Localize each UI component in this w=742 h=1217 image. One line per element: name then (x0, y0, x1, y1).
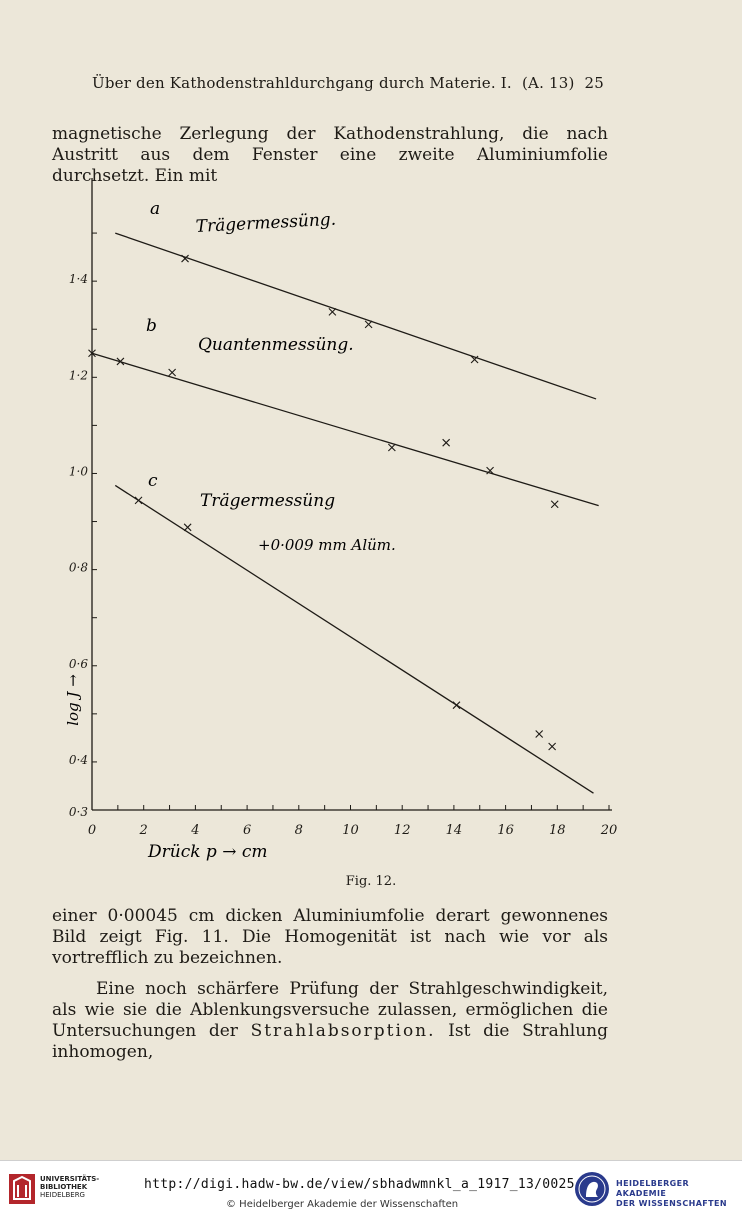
data-point-b (388, 444, 395, 451)
data-point-a (365, 321, 372, 328)
x-tick-label: 4 (191, 823, 200, 838)
y-tick-label: 1·0 (68, 464, 88, 479)
y-tick-label: 0·4 (68, 752, 88, 767)
data-point-c (135, 497, 142, 504)
y-tick-label: 1·2 (68, 368, 88, 383)
x-tick-label: 18 (549, 823, 566, 838)
university-library-name (40, 1175, 99, 1199)
data-point-c (453, 702, 460, 709)
fit-line-c (115, 485, 593, 793)
ub-line-3: HEIDELBERG (40, 1191, 85, 1199)
running-head-title: Über den Kathodenstrahldurchgang durch Materie. I. (92, 74, 512, 92)
figure-12-chart (0, 160, 742, 870)
x-tick-label: 20 (600, 823, 618, 838)
ub-line-2: BIBLIOTHEK (40, 1183, 88, 1191)
chart-axes (92, 178, 612, 810)
chart-y-tick-labels (69, 272, 88, 819)
hdaw-line-1: HEIDELBERGER AKADEMIE (616, 1179, 690, 1198)
x-tick-label: 2 (139, 823, 148, 838)
paragraph-bottom-2-end: Ist die Strahlung inhomogen, (52, 1021, 608, 1062)
paragraph-bottom-1: einer 0·00045 cm dicken Aluminiumfolie derart gewonnenes Bild zeigt Fig. 11. Die Homogenität ist nach wie vor als vortrefflich zu bezeichnen. (52, 906, 608, 968)
fit-line-a (115, 233, 596, 399)
emphasized-term: Strahlabsorption. (250, 1021, 436, 1041)
running-head-ref: (A. 13) (522, 74, 575, 92)
data-point-c (549, 743, 556, 750)
curve-b-letter: b (146, 316, 157, 336)
curve-c-sublabel: +0·009 mm Alüm. (258, 536, 396, 554)
x-tick-label: 10 (342, 823, 359, 838)
x-tick-label: 14 (445, 823, 463, 838)
x-tick-label: 8 (294, 823, 303, 838)
y-tick-label: 0·3 (68, 805, 88, 819)
y-tick-label: 1·4 (68, 272, 88, 287)
curve-b-label: Quantenmessüng. (198, 335, 354, 355)
permalink-url[interactable]: http://digi.hadw-bw.de/view/sbhadwmnkl_a_1917_13/0025 (144, 1177, 575, 1192)
university-library-logo-icon (8, 1173, 36, 1205)
x-tick-label: 6 (242, 823, 252, 838)
y-tick-label: 0·8 (68, 560, 88, 575)
copyright-notice: © Heidelberger Akademie der Wissenschaften (226, 1199, 459, 1210)
x-tick-label: 0 (87, 823, 97, 838)
data-point-a (329, 308, 336, 315)
x-axis-label: Drück p → cm (148, 842, 268, 862)
paragraph-bottom-2 (52, 979, 608, 1063)
data-point-b (551, 501, 558, 508)
ub-line-1: UNIVERSITÄTS- (40, 1175, 100, 1183)
x-tick-label: 12 (393, 823, 411, 838)
curve-a-letter: a (150, 199, 161, 219)
data-point-c (536, 731, 543, 738)
page-number: 25 (584, 74, 604, 92)
figure-caption: Fig. 12. (345, 874, 397, 889)
data-point-c (184, 524, 191, 531)
curve-a-label: Trägermessüng. (195, 209, 337, 237)
curve-c-label: Trägermessüng (200, 491, 336, 511)
data-point-b (169, 369, 176, 376)
hdaw-line-2: DER WISSENSCHAFTEN (616, 1199, 727, 1208)
academy-seal-icon (574, 1171, 610, 1207)
paragraph-top: magnetische Zerlegung der Kathodenstrahlung, die nach Austritt aus dem Fenster eine zweite Aluminiumfolie durchsetzt. Ein mit (52, 124, 608, 186)
curve-c-letter: c (148, 471, 158, 491)
digitization-footer (0, 1160, 742, 1217)
y-axis-label: log J → (64, 674, 82, 726)
academy-name (616, 1179, 742, 1209)
y-tick-label: 0·6 (68, 656, 88, 671)
chart-fit-lines (92, 233, 599, 793)
chart-x-tick-labels (88, 823, 617, 838)
data-point-b (443, 439, 450, 446)
x-tick-label: 16 (497, 823, 514, 838)
paragraph-bottom-2-text: Eine noch schärfere Prüfung der Strahlgeschwindigkeit, als wie sie die Ablenkungsversuche zulassen, ermöglichen die Untersuchungen der (52, 979, 608, 1041)
fit-line-b (92, 353, 599, 505)
